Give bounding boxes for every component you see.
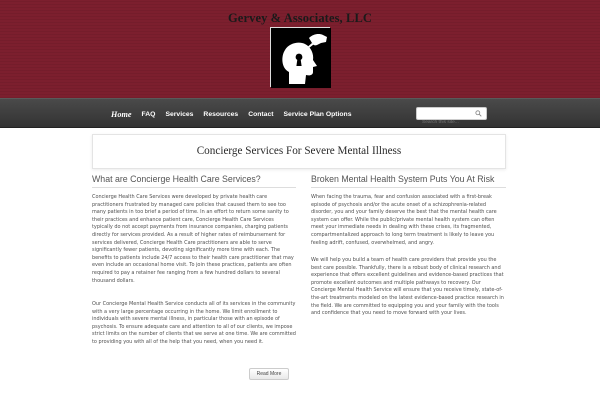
nav-item-faq[interactable]: FAQ [141, 110, 156, 118]
page-title-box [92, 134, 506, 169]
right-column-heading: Broken Mental Health System Puts You At Risk [311, 174, 495, 184]
read-more-button[interactable]: Read More [249, 368, 289, 380]
nav-item-services[interactable]: Services [165, 110, 194, 118]
left-paragraph-2: Our Concierge Mental Health Service conducts all of its services in the community with a very large percentage occurring in the home. We limit enrollment to individuals with severe mental illness, in particular those with an episode of psychosis. To ensure adequate care and attention to all of our clients, we impose strict limits on the number of clients that we serve at one time. We are committed to providing you with all of the help that you need, when you need it. [92, 301, 296, 345]
site-logo[interactable] [270, 27, 330, 87]
search-icon[interactable] [475, 110, 482, 117]
search-input[interactable] [417, 117, 475, 128]
head-key-logo-icon [271, 28, 331, 88]
nav-menu [111, 99, 362, 129]
main-nav [0, 98, 600, 128]
page-title: Concierge Services For Severe Mental Illness [196, 145, 402, 157]
right-paragraph-1: When facing the trauma, fear and confusion associated with a first-break episode of psychosis and/or the acute onset of a schizophrenia-related disorder, you and your family deserve the best that the mental health care system can offer. While the public/private mental health system can often meet your immediate needs in dealing with these crises, its fragmented, compartmentalized approach to long term treatment is likely to leave you feeling adrift, confused, overwhelmed, and angry. [311, 194, 497, 246]
nav-item-service-plan-options[interactable]: Service Plan Options [283, 110, 352, 118]
nav-item-contact[interactable]: Contact [248, 110, 274, 118]
left-column-heading: What are Concierge Health Care Services? [92, 174, 261, 184]
nav-item-resources[interactable]: Resources [203, 110, 239, 118]
left-heading-divider [92, 187, 296, 188]
site-title[interactable]: Gervey & Associates, LLC [227, 11, 373, 25]
nav-item-home[interactable]: Home [111, 109, 132, 119]
left-paragraph-1: Concierge Health Care Services were developed by private health care practitioners frustrated by managed care policies that caused them to see too many patients in too brief a period of time. In an effort to return some sanity to their practices and enhance patient care, Concierge Health Care Services typically do not accept payments from insurance companies, charging patients directly for services provided. As a result of higher rates of reimbursement for services delivered, Concierge Health Care practitioners are able to serve significantly fewer patients, devoting significantly more time with each. The benefits to patients include 24/7 access to their health care practitioner that may even include an occasional home visit. To join these practices, patients are often required to pay a retainer fee ranging from a few hundred dollars to several thousand dollars. [92, 194, 294, 284]
search-box [416, 107, 487, 120]
right-paragraph-2: We will help you build a team of health care providers that provide you the best care possible. Thankfully, there is a robust body of clinical research and experience that offers excellent guidelines and evidence-based practices that promote excellent outcomes and multiple pathways to recovery. Our Concierge Mental Health Service will ensure that you receive timely, state-of-the-art treatments modeled on the latest evidence-based practice research in the field. We are committed to equipping you and your family with the tools and confidence that you need to move forward with your lives. [311, 257, 504, 317]
right-heading-divider [311, 187, 506, 188]
site-header [0, 0, 600, 98]
